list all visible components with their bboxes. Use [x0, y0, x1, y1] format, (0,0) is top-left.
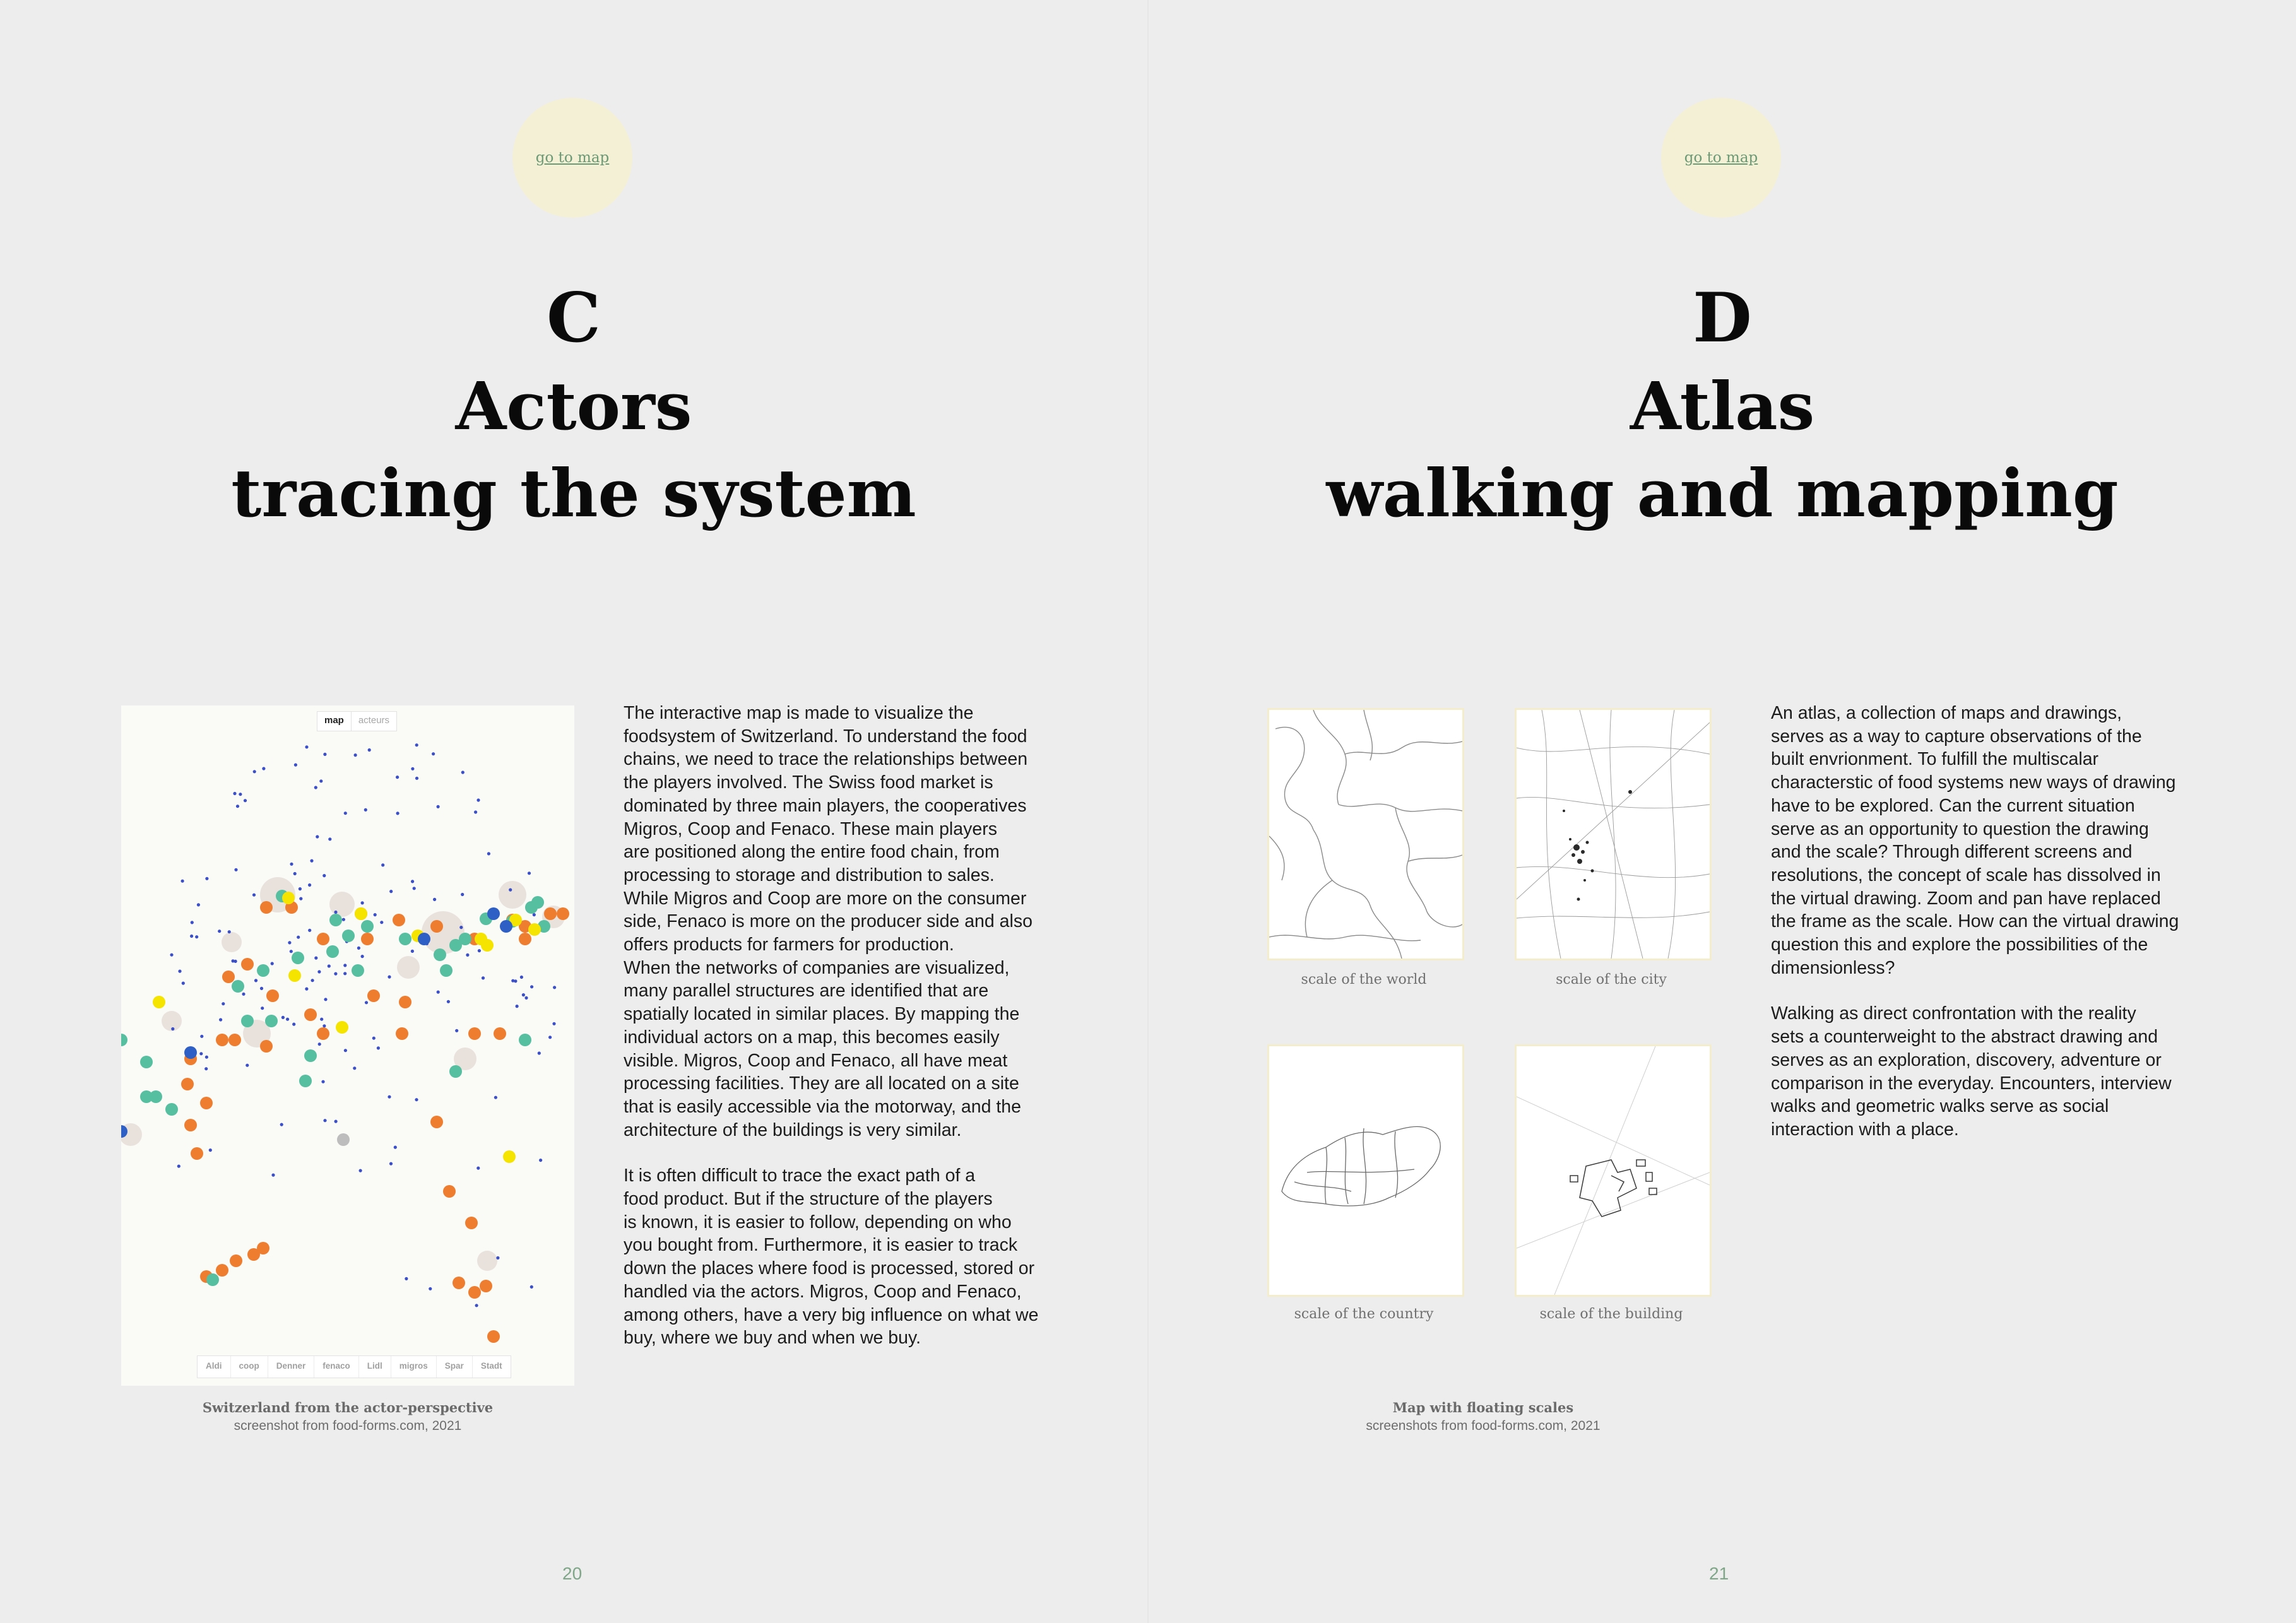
actor-point — [389, 890, 393, 893]
chapter-subtitle: walking and mapping — [1326, 454, 2119, 532]
paragraph: It is often difficult to trace the exact path of a food product. But if the structure of the players is known, it is easier to follow, depending on who you bought from. Furthermore, it is easier to track down the places where food is processed, stored or handled via the actors. Migros, Coop and Fenaco, among others, have a very big influence on what we buy, where we buy and when we buy. — [624, 1166, 1039, 1349]
filter-spar[interactable]: Spar — [437, 1356, 473, 1378]
paragraph: An atlas, a collection of maps and drawings, serves as a way to capture observations of the built envrionment. To fulfill the multiscalar characterstic of food systems new ways of drawing have to be explored. Can the current situation serve as an opportunity to question the drawing and the scale? Through different screens and resolutions, the concept of scale has dissolved in the virtual drawing. Zoom and pan have replaced the frame as the scale. How can the virtual drawing question this and explore the possibilities of the dimensionless? — [1771, 703, 2179, 978]
actor-filter-bar — [197, 1355, 511, 1378]
actor-point — [228, 930, 231, 933]
actor-point — [317, 970, 321, 973]
coop-actor — [393, 914, 405, 926]
actor-point — [292, 1023, 295, 1026]
migros-actor — [329, 914, 342, 926]
actor-point — [459, 926, 463, 929]
migros-actor — [449, 1065, 462, 1078]
coop-actor — [430, 920, 443, 933]
actor-point — [199, 1052, 203, 1055]
view-toggle — [317, 711, 397, 731]
actor-point — [415, 743, 418, 747]
actor-point — [334, 1120, 338, 1123]
actor-point — [171, 1027, 174, 1030]
coop-actor — [468, 1027, 481, 1040]
caption-source: screenshot from food-forms.com, 2021 — [234, 1419, 462, 1433]
actor-point — [372, 1037, 376, 1040]
tab-acteurs[interactable]: acteurs — [358, 715, 390, 726]
body-text — [624, 702, 1128, 1372]
actor-point — [516, 1005, 519, 1008]
migros-actor — [342, 930, 355, 942]
actor-point — [437, 991, 440, 994]
actor-map-screenshot — [121, 705, 574, 1386]
coop-actor — [453, 1277, 465, 1289]
migros-actor — [121, 1034, 127, 1046]
filter-coop[interactable]: coop — [231, 1356, 268, 1378]
thumbnail-label: scale of the city — [1556, 972, 1667, 988]
actor-point — [323, 1119, 326, 1122]
coop-actor — [216, 1264, 228, 1277]
actor-point — [415, 777, 418, 780]
actor-point — [299, 887, 302, 890]
actor-point — [354, 753, 357, 757]
actor-point — [509, 888, 512, 892]
fenaco-actor — [503, 1150, 516, 1163]
filter-stadt[interactable]: Stadt — [480, 1361, 502, 1371]
chapter-letter: D — [1693, 278, 1752, 358]
thumbnail-label: scale of the building — [1539, 1306, 1683, 1322]
actor-point — [314, 786, 317, 789]
thumbnail-label: scale of the country — [1294, 1306, 1434, 1322]
coop-actor — [181, 1078, 194, 1090]
actor-point — [334, 911, 337, 914]
actor-point — [246, 1064, 249, 1067]
figure-caption — [121, 1398, 574, 1435]
actor-point — [328, 837, 331, 841]
actor-point — [524, 996, 528, 1000]
coop-actor — [260, 901, 273, 914]
coop-actor — [200, 1097, 213, 1109]
actor-point — [429, 1287, 432, 1290]
other-actor — [184, 1046, 197, 1059]
coop-actor — [468, 1286, 481, 1299]
actor-point — [299, 897, 302, 900]
actor-point — [548, 1036, 552, 1039]
coop-actor — [367, 989, 380, 1002]
migros-actor — [299, 1075, 312, 1087]
coop-actor — [191, 1147, 203, 1160]
actor-point — [487, 852, 490, 855]
actor-point — [466, 953, 469, 957]
actor-point — [271, 962, 274, 965]
actor-halo — [397, 956, 420, 979]
actor-halo — [222, 932, 242, 952]
actor-point — [328, 964, 331, 967]
actor-point — [411, 880, 414, 883]
chapter-title: Actors — [455, 367, 692, 445]
thumbnail-world-map — [1267, 708, 1464, 960]
actor-map-canvas — [121, 705, 574, 1386]
migros-actor — [140, 1056, 153, 1068]
coop-actor — [361, 933, 374, 945]
actor-point — [290, 950, 293, 953]
coop-actor — [443, 1185, 456, 1198]
caption-title: Map with floating scales — [1392, 1400, 1574, 1415]
actor-point — [361, 955, 364, 958]
actor-point — [530, 1285, 533, 1289]
actor-point — [343, 964, 346, 967]
actor-point — [357, 947, 360, 950]
actor-point — [343, 972, 346, 975]
actor-point — [365, 1001, 368, 1004]
actor-point — [236, 805, 239, 808]
migros-actor — [519, 1034, 531, 1046]
actor-point — [494, 1096, 497, 1099]
actor-point — [388, 1095, 391, 1099]
actor-point — [297, 936, 300, 939]
coop-actor — [494, 1027, 506, 1040]
filter-denner[interactable]: Denner — [268, 1356, 315, 1378]
actor-point — [288, 941, 291, 944]
actor-point — [411, 950, 414, 953]
actor-point — [308, 883, 311, 887]
actor-point — [323, 874, 326, 877]
actor-point — [260, 987, 263, 990]
coop-actor — [184, 1119, 197, 1131]
coop-actor — [480, 1280, 492, 1292]
actor-point — [381, 863, 384, 866]
actor-point — [181, 880, 184, 883]
coop-actor — [304, 1008, 317, 1021]
actor-point — [476, 1167, 480, 1170]
actor-point — [262, 767, 265, 770]
coop-actor — [557, 907, 569, 920]
actor-point — [253, 770, 256, 773]
actor-point — [396, 812, 399, 815]
actor-point — [437, 805, 440, 808]
actor-point — [191, 921, 194, 924]
actor-point — [539, 1159, 542, 1162]
migros-actor — [241, 1015, 254, 1027]
actor-point — [344, 812, 347, 815]
coop-actor — [241, 958, 254, 971]
migros-actor — [326, 945, 339, 958]
coop-actor — [399, 996, 411, 1008]
actor-point — [538, 1051, 541, 1054]
actor-point — [219, 1018, 222, 1021]
coop-actor — [266, 989, 279, 1002]
actor-point — [359, 1169, 362, 1172]
actor-point — [478, 949, 481, 952]
migros-actor — [165, 1103, 178, 1116]
paragraph: The interactive map is made to visualize the foodsystem of Switzerland. To understand the food chains, we need to trace the relationships between the players involved. The Swiss food market is dominated by three main players, the cooperatives Migros, Coop and Fenaco. These main players are positioned along the entire food chain, from processing to storage and distribution to sales. While Migros and Coop are more on the consumer side, Fenaco is more on the producer side and also offers products for farmers for production. When the networks of companies are visualized, many parallel structures are identified that are spatially located in similar places. By mapping the individual actors on a map, this becomes easily visible. Migros, Coop and Fenaco, all have meat processing facilities. They are all located on a site that is easily accessible via the motorway, and the architecture of the buildings is very similar. — [624, 703, 1033, 1140]
actor-point — [190, 935, 193, 938]
actor-point — [475, 1304, 478, 1307]
actor-point — [197, 903, 200, 906]
actor-point — [319, 779, 323, 782]
actor-point — [552, 1022, 555, 1025]
actor-halo — [477, 1251, 497, 1271]
actor-point — [368, 748, 371, 752]
actor-point — [234, 868, 237, 871]
right-page — [1149, 0, 2296, 1623]
coop-actor — [544, 907, 557, 920]
actor-point — [411, 767, 414, 770]
go-to-map-link[interactable]: go to map — [1684, 150, 1758, 166]
actor-point — [321, 1080, 324, 1083]
actor-point — [195, 935, 198, 938]
actor-point — [461, 770, 465, 774]
fenaco-actor — [355, 907, 367, 920]
chapter-title: Atlas — [1630, 367, 1815, 445]
left-page — [0, 0, 1147, 1623]
actor-point — [324, 998, 327, 1001]
actor-point — [405, 1277, 408, 1280]
migros-actor — [440, 964, 453, 977]
filter-migros[interactable]: migros — [391, 1356, 437, 1378]
actor-point — [261, 1006, 264, 1010]
actor-point — [511, 979, 514, 983]
other-actor — [337, 1133, 350, 1146]
actor-point — [314, 957, 317, 960]
actor-point — [293, 872, 297, 875]
actor-point — [308, 929, 311, 932]
actor-point — [389, 1162, 393, 1166]
actor-point — [323, 1024, 326, 1027]
actor-point — [254, 979, 257, 982]
actor-point — [553, 986, 556, 989]
migros-actor — [206, 1273, 219, 1286]
actor-point — [209, 1148, 212, 1152]
coop-actor — [396, 1027, 408, 1040]
actor-point — [311, 979, 314, 982]
actor-point — [239, 793, 242, 796]
other-actor — [487, 907, 500, 920]
actor-point — [320, 1018, 323, 1021]
actor-point — [271, 1174, 275, 1177]
actor-point — [204, 1067, 208, 1070]
actor-point — [496, 1256, 499, 1260]
chapter-letter: C — [547, 278, 601, 358]
coop-actor — [317, 933, 329, 945]
actor-point — [388, 976, 391, 979]
actor-point — [413, 887, 416, 890]
actor-point — [294, 764, 297, 767]
actor-point — [461, 893, 464, 896]
actor-point — [533, 913, 536, 916]
fenaco-actor — [288, 969, 301, 982]
page-number: 20 — [562, 1564, 583, 1583]
actor-point — [281, 1016, 285, 1019]
migros-actor — [459, 933, 471, 945]
migros-actor — [257, 964, 269, 977]
fenaco-actor — [282, 892, 295, 904]
other-actor — [500, 920, 512, 933]
migros-actor — [531, 896, 544, 909]
actor-point — [280, 1123, 283, 1126]
coop-actor — [257, 1242, 269, 1254]
filter-lidl[interactable]: Lidl — [359, 1356, 391, 1378]
actor-point — [252, 894, 256, 897]
actor-point — [447, 1000, 450, 1003]
actor-point — [361, 901, 364, 904]
go-to-map-link[interactable]: go to map — [535, 150, 610, 166]
actor-point — [364, 808, 367, 812]
actor-point — [244, 799, 247, 802]
actor-point — [170, 953, 173, 957]
actor-point — [218, 930, 221, 933]
go-to-map-badge — [512, 98, 632, 218]
coop-actor — [260, 1040, 273, 1053]
actor-point — [182, 982, 185, 985]
coop-actor — [487, 1330, 500, 1343]
thumbnail-building-map — [1515, 1044, 1712, 1297]
actor-point — [177, 1165, 180, 1168]
page-number: 21 — [1709, 1564, 1729, 1583]
migros-actor — [304, 1049, 317, 1062]
chapter-subtitle: tracing the system — [231, 454, 916, 532]
actor-point — [394, 1146, 397, 1149]
actor-point — [334, 972, 337, 976]
coop-actor — [317, 1027, 329, 1040]
migros-actor — [232, 980, 244, 993]
actor-point — [522, 993, 525, 996]
caption-title: Switzerland from the actor-perspective — [202, 1400, 494, 1415]
fenaco-actor — [153, 996, 165, 1008]
actor-point — [286, 1018, 289, 1021]
filter-fenaco[interactable]: fenaco — [314, 1356, 359, 1378]
fenaco-actor — [475, 933, 487, 945]
actor-point — [200, 1035, 203, 1038]
figure-caption — [1325, 1398, 1641, 1435]
go-to-map-badge — [1661, 98, 1781, 218]
thumbnail-label: scale of the world — [1301, 972, 1427, 988]
actor-point — [310, 859, 313, 863]
fenaco-actor — [528, 923, 541, 936]
migros-actor — [150, 1090, 162, 1103]
actor-point — [242, 993, 245, 996]
actor-point — [377, 1046, 380, 1049]
filter-aldi[interactable]: Aldi — [198, 1356, 231, 1378]
migros-actor — [399, 933, 411, 945]
actor-point — [316, 835, 319, 838]
actor-point — [344, 1049, 347, 1052]
actor-point — [433, 898, 436, 901]
paragraph: Walking as direct confrontation with the reality sets a counterweight to the abstract drawing and serves as an exploration, discovery, adventure or comparison in the everyday. Encounters, interview walks and geometric walks serve as social interaction with a place. — [1771, 1003, 2172, 1140]
coop-actor — [465, 1217, 478, 1229]
actor-point — [232, 959, 235, 962]
actor-point — [205, 877, 208, 880]
body-text — [1771, 702, 2282, 1164]
migros-actor — [361, 920, 374, 933]
actor-point — [482, 976, 485, 979]
actor-point — [455, 1029, 458, 1032]
actor-point — [222, 1002, 225, 1005]
actor-point — [476, 798, 480, 801]
actor-point — [305, 745, 308, 748]
actor-point — [528, 871, 531, 875]
actor-point — [205, 1056, 208, 1059]
actor-point — [415, 1098, 418, 1101]
migros-actor — [352, 964, 364, 977]
actor-point — [323, 753, 326, 756]
actor-point — [178, 970, 181, 973]
actor-point — [353, 1066, 356, 1070]
coop-actor — [519, 933, 531, 945]
actor-point — [432, 752, 435, 755]
actor-point — [474, 810, 477, 813]
actor-point — [396, 776, 399, 779]
coop-actor — [216, 1034, 228, 1046]
thumbnail-country-map — [1267, 1044, 1464, 1297]
actor-halo — [499, 881, 526, 909]
migros-actor — [292, 952, 304, 964]
actor-point — [380, 921, 383, 924]
other-actor — [418, 933, 430, 945]
thumbnail-city-map — [1515, 708, 1712, 960]
actor-halo — [329, 892, 355, 917]
actor-point — [233, 792, 236, 795]
actor-point — [342, 918, 345, 921]
coop-actor — [430, 1116, 443, 1128]
coop-actor — [230, 1254, 242, 1267]
fenaco-actor — [336, 1021, 348, 1034]
migros-actor — [265, 1015, 278, 1027]
tab-map[interactable]: map — [317, 712, 352, 731]
caption-source: screenshots from food-forms.com, 2021 — [1366, 1419, 1601, 1433]
actor-point — [530, 985, 533, 988]
actor-point — [290, 863, 293, 866]
coop-actor — [222, 971, 235, 983]
actor-point — [374, 913, 377, 916]
actor-point — [305, 988, 308, 991]
coop-actor — [228, 1034, 241, 1046]
migros-actor — [434, 948, 446, 961]
actor-point — [520, 976, 523, 979]
actor-point — [318, 1042, 321, 1046]
